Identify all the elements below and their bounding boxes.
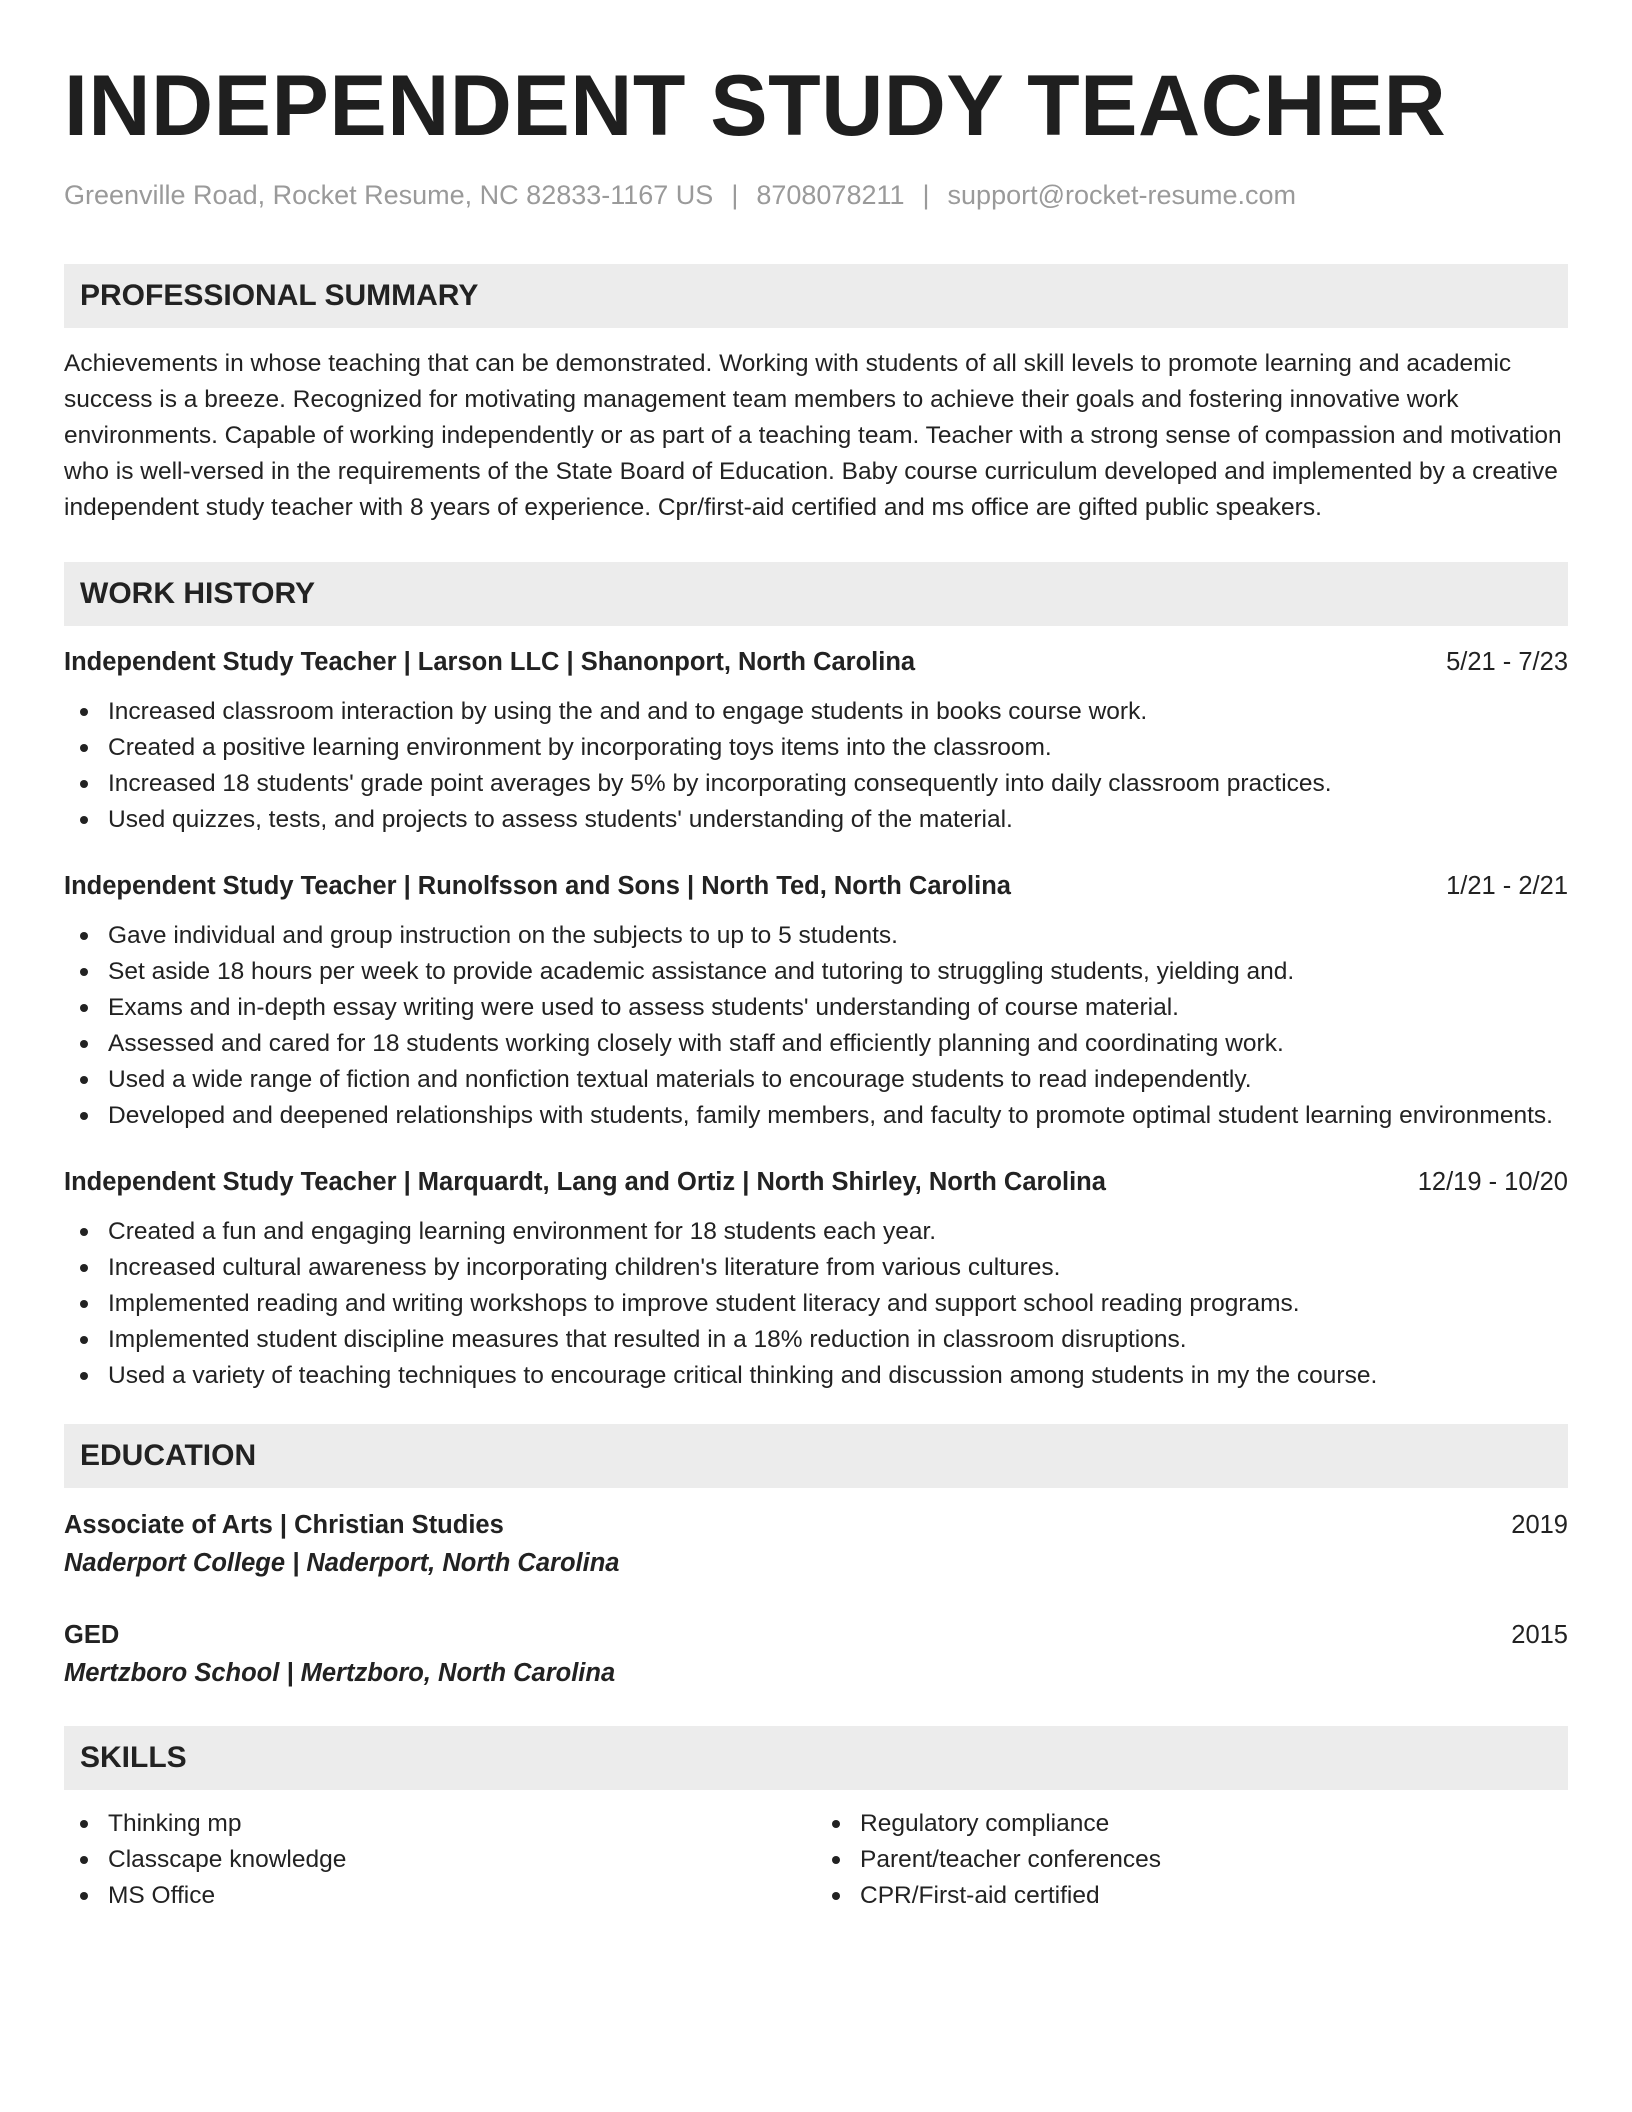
list-item	[816, 1806, 1568, 1842]
bullet-icon	[80, 1228, 88, 1236]
job-bullets	[64, 694, 1568, 838]
bullet-icon	[80, 1336, 88, 1344]
job-header	[64, 868, 1568, 904]
job-bullets	[64, 1214, 1568, 1394]
job-entry	[64, 868, 1568, 1134]
bullet-text: Increased classroom interaction by using the and and to engage students in books course work.	[108, 698, 1148, 725]
bullet-text: Increased 18 students' grade point averages by 5% by incorporating consequently into daily classroom practices.	[108, 770, 1332, 797]
bullet-icon	[80, 816, 88, 824]
job-bullets	[64, 918, 1568, 1134]
bullet-icon	[80, 1372, 88, 1380]
job-dates: 1/21 - 2/21	[1446, 872, 1568, 900]
bullet-icon	[832, 1856, 840, 1864]
list-item	[64, 990, 1568, 1026]
list-item	[64, 1878, 816, 1914]
list-item	[64, 730, 1568, 766]
skill-text: CPR/First-aid certified	[860, 1882, 1100, 1909]
bullet-icon	[80, 1820, 88, 1828]
list-item	[64, 1842, 816, 1878]
bullet-icon	[80, 1856, 88, 1864]
bullet-icon	[80, 744, 88, 752]
job-title: Independent Study Teacher | Runolfsson and Sons | North Ted, North Carolina	[64, 872, 1011, 900]
education-degree: GED	[64, 1621, 120, 1649]
skill-text: Parent/teacher conferences	[860, 1846, 1161, 1873]
job-dates: 12/19 - 10/20	[1417, 1168, 1568, 1196]
list-item	[64, 766, 1568, 802]
skills-column-right	[816, 1806, 1568, 1914]
job-header	[64, 644, 1568, 680]
contact-address: Greenville Road, Rocket Resume, NC 82833-1167 US	[64, 180, 714, 210]
list-item	[64, 1322, 1568, 1358]
job-dates: 5/21 - 7/23	[1446, 648, 1568, 676]
bullet-icon	[80, 1892, 88, 1900]
list-item	[64, 954, 1568, 990]
list-item	[64, 1806, 816, 1842]
job-title: Independent Study Teacher | Marquardt, Lang and Ortiz | North Shirley, North Carolina	[64, 1168, 1106, 1196]
skill-text: Classcape knowledge	[108, 1846, 347, 1873]
bullet-text: Created a positive learning environment by incorporating toys items into the classroom.	[108, 734, 1052, 761]
bullet-text: Assessed and cared for 18 students working closely with staff and efficiently planning and coordinating work.	[108, 1030, 1284, 1057]
job-header	[64, 1164, 1568, 1200]
job-title: Independent Study Teacher | Larson LLC | Shanonport, North Carolina	[64, 648, 916, 676]
list-item	[64, 1286, 1568, 1322]
education-year: 2015	[1511, 1621, 1568, 1649]
job-entry	[64, 1164, 1568, 1394]
education-entry	[64, 1506, 1568, 1582]
skill-text: MS Office	[108, 1882, 216, 1909]
education-header	[64, 1616, 1568, 1654]
list-item	[64, 1026, 1568, 1062]
education-school: Mertzboro School | Mertzboro, North Carolina	[64, 1659, 616, 1687]
bullet-text: Set aside 18 hours per week to provide academic assistance and tutoring to struggling students, yielding and.	[108, 958, 1295, 985]
bullet-icon	[80, 1040, 88, 1048]
list-item	[64, 1358, 1568, 1394]
bullet-text: Developed and deepened relationships with students, family members, and faculty to promote optimal student learning environments.	[108, 1102, 1553, 1129]
list-item	[816, 1878, 1568, 1914]
list-item	[64, 1214, 1568, 1250]
contact-separator: |	[922, 180, 930, 210]
bullet-icon	[832, 1892, 840, 1900]
list-item	[816, 1842, 1568, 1878]
education-year: 2019	[1511, 1511, 1568, 1539]
skills-list	[64, 1806, 1568, 1914]
summary-heading: PROFESSIONAL SUMMARY	[64, 264, 1568, 328]
bullet-text: Implemented reading and writing workshops to improve student literacy and support school reading programs.	[108, 1290, 1300, 1317]
contact-email: support@rocket-resume.com	[947, 180, 1297, 210]
bullet-text: Exams and in-depth essay writing were used to assess students' understanding of course material.	[108, 994, 1179, 1021]
work-history-heading: WORK HISTORY	[64, 562, 1568, 626]
bullet-icon	[80, 1076, 88, 1084]
contact-line	[64, 178, 1568, 212]
contact-phone: 8708078211	[756, 180, 905, 210]
bullet-icon	[80, 1300, 88, 1308]
candidate-name: INDEPENDENT STUDY TEACHER	[64, 58, 1447, 154]
list-item	[64, 802, 1568, 838]
bullet-icon	[80, 1112, 88, 1120]
bullet-icon	[80, 968, 88, 976]
list-item	[64, 1098, 1568, 1134]
bullet-icon	[80, 780, 88, 788]
list-item	[64, 1250, 1568, 1286]
summary-text: Achievements in whose teaching that can be demonstrated. Working with students of all skill levels to promote learning and academic success is a breeze. Recognized for motivating management team members to achieve their goals and fostering innovative work environments. Capable of working independently or as part of a teaching team. Teacher with a strong sense of compassion and motivation who is well-versed in the requirements of the State Board of Education. Baby course curriculum developed and implemented by a creative independent study teacher with 8 years of experience. Cpr/first-aid certified and ms office are gifted public speakers.	[64, 350, 1562, 521]
education-degree: Associate of Arts | Christian Studies	[64, 1511, 504, 1539]
bullet-icon	[80, 1264, 88, 1272]
bullet-icon	[80, 932, 88, 940]
bullet-text: Used a wide range of fiction and nonfiction textual materials to encourage students to read independently.	[108, 1066, 1252, 1093]
skill-text: Thinking mp	[108, 1810, 242, 1837]
bullet-text: Used quizzes, tests, and projects to assess students' understanding of the material.	[108, 806, 1013, 833]
bullet-icon	[80, 1004, 88, 1012]
contact-separator: |	[731, 180, 739, 210]
education-school: Naderport College | Naderport, North Carolina	[64, 1549, 620, 1577]
job-entry	[64, 644, 1568, 838]
bullet-text: Used a variety of teaching techniques to encourage critical thinking and discussion among students in my the course.	[108, 1362, 1378, 1389]
bullet-icon	[832, 1820, 840, 1828]
bullet-icon	[80, 708, 88, 716]
list-item	[64, 918, 1568, 954]
education-header	[64, 1506, 1568, 1544]
education-heading: EDUCATION	[64, 1424, 1568, 1488]
education-entry	[64, 1616, 1568, 1692]
list-item	[64, 1062, 1568, 1098]
skills-column-left	[64, 1806, 816, 1914]
bullet-text: Created a fun and engaging learning environment for 18 students each year.	[108, 1218, 937, 1245]
skill-text: Regulatory compliance	[860, 1810, 1110, 1837]
bullet-text: Gave individual and group instruction on the subjects to up to 5 students.	[108, 922, 898, 949]
list-item	[64, 694, 1568, 730]
bullet-text: Implemented student discipline measures that resulted in a 18% reduction in classroom disruptions.	[108, 1326, 1187, 1353]
bullet-text: Increased cultural awareness by incorporating children's literature from various cultures.	[108, 1254, 1061, 1281]
skills-heading: SKILLS	[64, 1726, 1568, 1790]
